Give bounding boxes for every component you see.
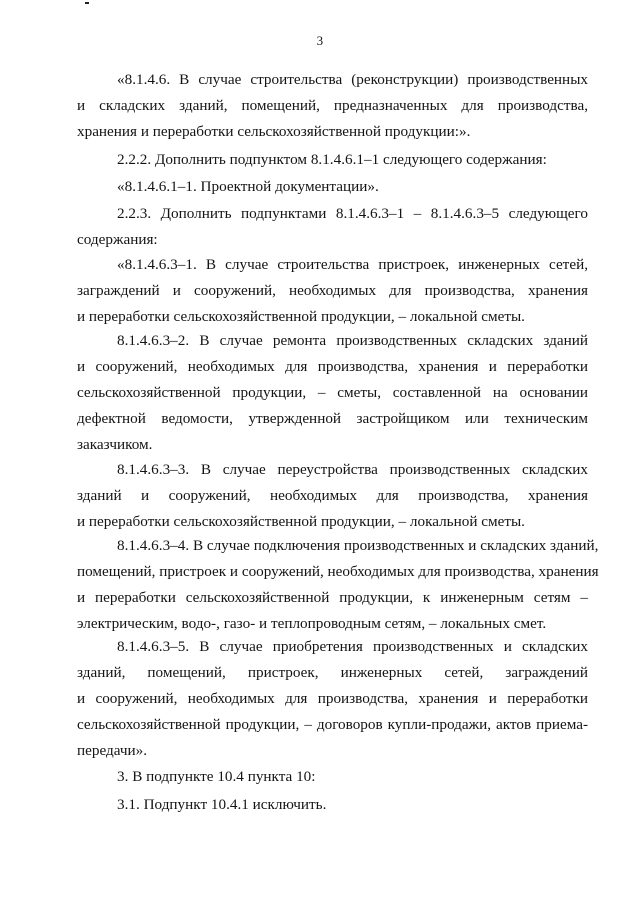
text-line: 2.2.3. Дополнить подпунктами 8.1.4.6.3–1 – 8.1.4.6.3–5 следующего [117, 205, 588, 222]
paragraph-3-1 [77, 792, 588, 818]
text-line: и сооружений, необходимых для производства, хранения и переработки [77, 690, 588, 707]
text-line: передачи». [77, 742, 148, 759]
paragraph-8-1-4-6-3-2 [77, 328, 588, 458]
text-line: 3.1. Подпункт 10.4.1 исключить. [117, 796, 327, 813]
scan-speck [85, 2, 89, 4]
text-line: 8.1.4.6.3–3. В случае переустройства производственных складских [117, 461, 588, 478]
text-line: «8.1.4.6. В случае строительства (реконструкции) производственных [117, 71, 588, 88]
paragraph-8-1-4-6-1-1 [77, 174, 588, 200]
paragraph-2-2-3 [77, 201, 588, 253]
text-line: 8.1.4.6.3–4. В случае подключения производственных и складских зданий, [117, 537, 599, 554]
text-line: зданий, помещений, пристроек, инженерных сетей, заграждений [77, 664, 588, 681]
page-number: 3 [316, 33, 324, 48]
text-line: «8.1.4.6.1–1. Проектной документации». [117, 178, 379, 195]
text-line: заграждений и сооружений, необходимых для производства, хранения [77, 282, 588, 299]
text-line: электрическим, водо-, газо- и теплопроводным сетям, – локальных смет. [77, 615, 547, 632]
paragraph-8-1-4-6-3-4 [77, 533, 599, 637]
text-line: сельскохозяйственной продукции, – сметы, составленной на основании [77, 384, 588, 401]
text-line: дефектной ведомости, утвержденной застройщиком или техническим [77, 410, 588, 427]
text-line: сельскохозяйственной продукции, – договоров купли-продажи, актов приема- [77, 716, 588, 733]
paragraph-8-1-4-6-3-3 [77, 457, 588, 535]
text-line: и переработки сельскохозяйственной продукции, – локальной сметы. [77, 308, 525, 325]
text-line: помещений, пристроек и сооружений, необходимых для производства, хранения [77, 563, 599, 580]
paragraph-2-2-2 [77, 147, 588, 173]
text-line: зданий и сооружений, необходимых для производства, хранения [77, 487, 588, 504]
text-line: заказчиком. [77, 436, 153, 453]
text-line: и переработки сельскохозяйственной продукции, – локальной сметы. [77, 513, 525, 530]
text-line: 8.1.4.6.3–2. В случае ремонта производственных складских зданий [117, 332, 588, 349]
text-line: 3. В подпункте 10.4 пункта 10: [117, 768, 316, 785]
paragraph-8-1-4-6-3-5 [77, 634, 588, 764]
text-line: и складских зданий, помещений, предназначенных для производства, [77, 97, 588, 114]
text-line: 8.1.4.6.3–5. В случае приобретения производственных и складских [117, 638, 588, 655]
paragraph-8-1-4-6 [77, 67, 588, 145]
text-line: 2.2.2. Дополнить подпунктом 8.1.4.6.1–1 следующего содержания: [117, 151, 547, 168]
text-line: хранения и переработки сельскохозяйственной продукции:». [77, 123, 471, 140]
paragraph-3 [77, 764, 588, 790]
text-line: и сооружений, необходимых для производства, хранения и переработки [77, 358, 588, 375]
paragraph-8-1-4-6-3-1 [77, 252, 588, 330]
text-line: «8.1.4.6.3–1. В случае строительства пристроек, инженерных сетей, [117, 256, 588, 273]
text-line: содержания: [77, 231, 158, 248]
text-line: и переработки сельскохозяйственной продукции, к инженерным сетям – [77, 589, 588, 606]
